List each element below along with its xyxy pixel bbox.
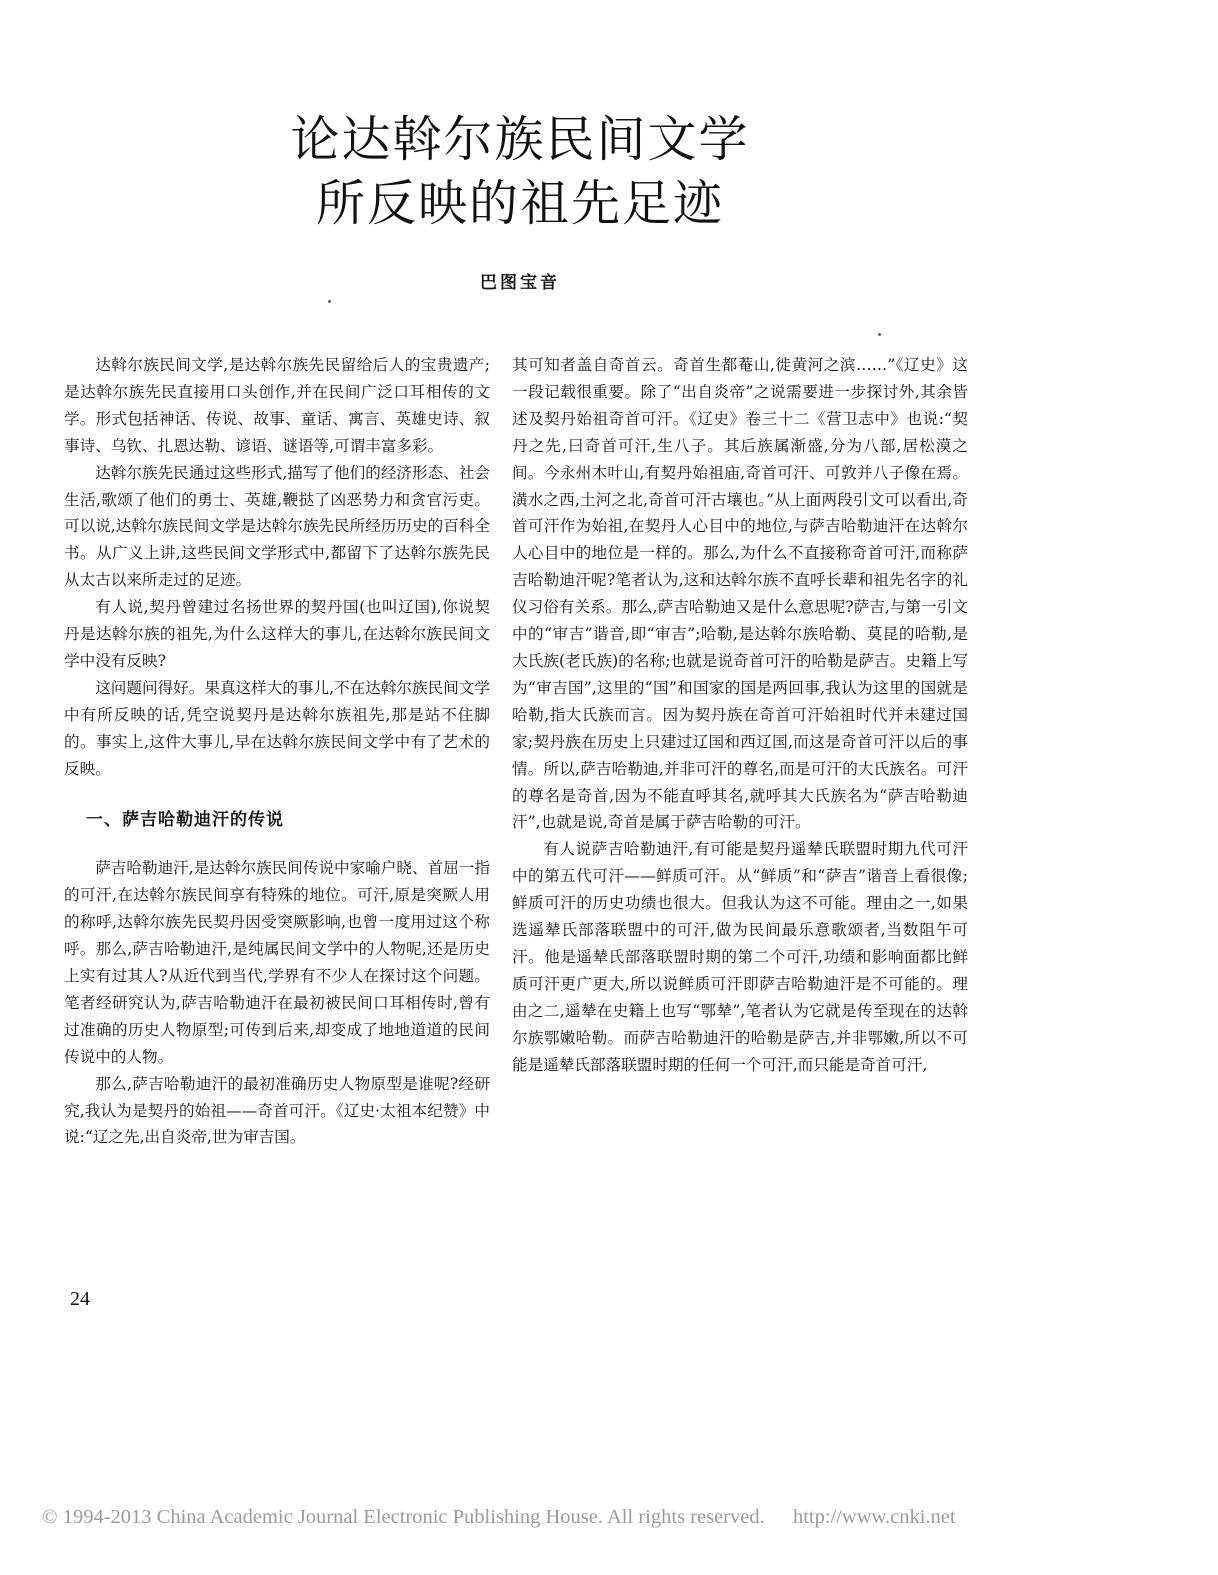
paragraph: 这问题问得好。果真这样大的事儿,不在达斡尔族民间文学中有所反映的话,凭空说契丹是达斡尔族祖先,那是站不住脚的。事实上,这件大事儿,早在达斡尔族民间文学中有了艺术的反映。	[64, 678, 490, 778]
paragraph: 有人说萨吉哈勒迪汗,有可能是契丹遥辇氏联盟时期九代可汗中的第五代可汗——鲜质可汗。从“鲜质”和“萨吉”谐音上看很像;鲜质可汗的历史功绩也很大。但我认为这不可能。理由之一,如果选遥辇氏部落联盟中的可汗,做为民间最乐意歌颂者,当数阻午可汗。他是遥辇氏部落联盟时期的第二个可汗,功绩和影响面都比鲜质可汗更广更大,所以说鲜质可汗即萨吉哈勒迪汗是不可能的。理由之二,遥辇在史籍上也写“鄂辇”,笔者认为它就是传至现在的达斡尔族鄂嫩哈勒。而萨吉哈勒迪汗的哈勒是萨吉,并非鄂嫩,所以不可能是遥辇氏部落联盟时期的任何一个可汗,而只能是奇首可汗,	[512, 840, 968, 1074]
article-title	[240, 108, 800, 236]
paragraph: 那么,萨吉哈勒迪汗的最初准确历史人物原型是谁呢?经研究,我认为是契丹的始祖——奇首可汗。《辽史·太祖本纪赞》中说:“辽之先,出自炎帝,世为审吉国。	[64, 1074, 490, 1147]
author-name: 巴图宝音	[480, 273, 560, 293]
footer-url[interactable]: http://www.cnki.net	[792, 1506, 956, 1528]
paragraph: 萨吉哈勒迪汗,是达斡尔族民间传说中家喻户晓、首屈一指的可汗,在达斡尔族民间享有特殊的地位。可汗,原是突厥人用的称呼,达斡尔族先民契丹因受突厥影响,也曾一度用过这个称呼。那么,萨吉哈勒迪汗,是纯属民间文学中的人物呢,还是历史上实有过其人?从近代到当代,学界有不少人在探讨这个问题。笔者经研究认为,萨吉哈勒迪汗在最初被民间口耳相传时,曾有过准确的历史人物原型;可传到后来,却变成了地地道道的民间传说中的人物。	[64, 859, 490, 1066]
paragraph: 达斡尔族先民通过这些形式,描写了他们的经济形态、社会生活,歌颂了他们的勇士、英雄,鞭挞了凶恶势力和贪官污吏。可以说,达斡尔族民间文学是达斡尔族先民所经历历史的百科全书。从广义上讲,这些民间文学形式中,都留下了达斡尔族先民从太古以来所走过的足迹。	[64, 463, 490, 590]
left-column	[64, 352, 490, 1151]
paragraph: 有人说,契丹曾建过名扬世界的契丹国(也叫辽国),你说契丹是达斡尔族的祖先,为什么这样大的事儿,在达斡尔族民间文学中没有反映?	[64, 598, 490, 670]
section-heading: 一、萨吉哈勒迪汗的传说	[86, 809, 284, 830]
right-column	[512, 352, 968, 1078]
footer-copyright	[42, 1506, 1042, 1529]
copyright-text: © 1994-2013 China Academic Journal Electronic Publishing House. All rights reserved.	[42, 1506, 765, 1528]
scan-speck	[878, 333, 881, 336]
scan-speck	[328, 300, 331, 303]
paragraph: 达斡尔族民间文学,是达斡尔族先民留给后人的宝贵遗产;是达斡尔族先民直接用口头创作,并在民间广泛口耳相传的文学。形式包括神话、传说、故事、童话、寓言、英雄史诗、叙事诗、乌钦、扎恩达勒、谚语、谜语等,可谓丰富多彩。	[64, 356, 490, 455]
title-line-1: 论达斡尔族民间文学	[290, 111, 750, 168]
title-line-2: 所反映的祖先足迹	[315, 175, 724, 232]
page-number: 24	[70, 1288, 90, 1310]
paragraph: 其可知者盖自奇首云。奇首生都菴山,徙黄河之滨……”《辽史》这一段记载很重要。除了“出自炎帝”之说需要进一步探讨外,其余皆述及契丹始祖奇首可汗。《辽史》卷三十二《营卫志中》也说:“契丹之先,曰奇首可汗,生八子。其后族属渐盛,分为八部,居松漠之间。今永州木叶山,有契丹始祖庙,奇首可汗、可敦并八子像在焉。潢水之西,土河之北,奇首可汗古壤也。”从上面两段引文可以看出,奇首可汗作为始祖,在契丹人心目中的地位,与萨吉哈勒迪汗在达斡尔人心目中的地位是一样的。那么,为什么不直接称奇首可汗,而称萨吉哈勒迪汗呢?笔者认为,这和达斡尔族不直呼长辈和祖先名字的礼仪习俗有关系。那么,萨吉哈勒迪又是什么意思呢?萨吉,与第一引文中的“审吉”谐音,即“审吉”;哈勒,是达斡尔族哈勒、莫昆的哈勒,是大氏族(老氏族)的名称;也就是说奇首可汗的哈勒是萨吉。史籍上写为“审吉国”,这里的“国”和国家的国是两回事,我认为这里的国就是哈勒,指大氏族而言。因为契丹族在奇首可汗始祖时代并未建过国家;契丹族在历史上只建过辽国和西辽国,而这是奇首可汗以后的事情。所以,萨吉哈勒迪,并非可汗的尊名,而是可汗的大氏族名。可汗的尊名是奇首,因为不能直呼其名,就呼其大氏族名为“萨吉哈勒迪汗”,也就是说,奇首是属于萨吉哈勒的可汗。	[512, 356, 968, 832]
